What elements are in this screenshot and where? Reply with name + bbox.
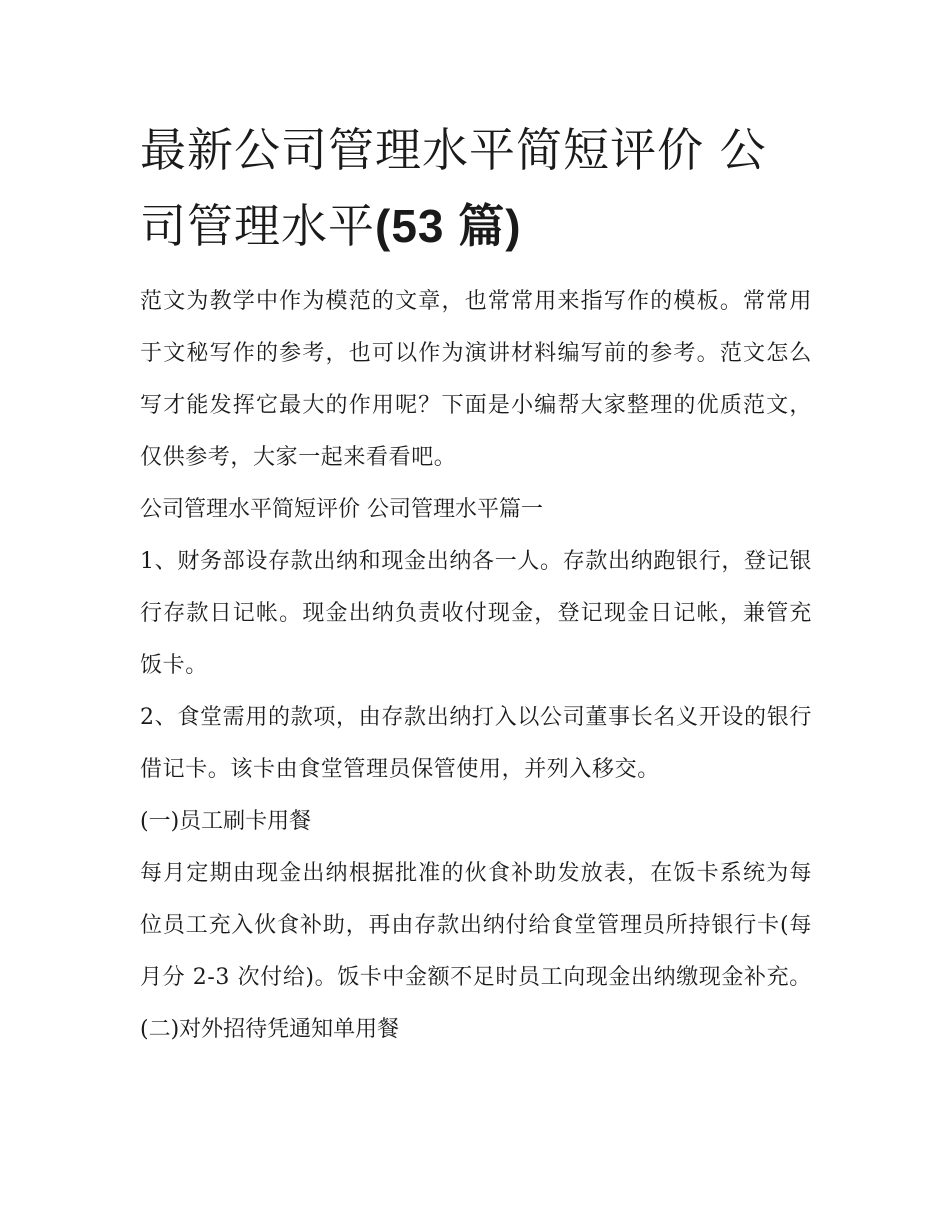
document-title-count: (53 篇) [375,200,522,252]
intro-paragraph: 范文为教学中作为模范的文章，也常常用来指写作的模板。常常用于文秘写作的参考，也可以作为演讲材料编写前的参考。范文怎么写才能发挥它最大的作用呢？下面是小编帮大家整理的优质范文，仅供参考，大家一起来看看吧。 [140,289,812,470]
body-paragraph: 1、财务部设存款出纳和现金出纳各一人。存款出纳跑银行，登记银行存款日记帐。现金出纳负责收付现金，登记现金日记帐，兼管充饭卡。 [140,549,812,678]
body-paragraph: 2、食堂需用的款项，由存款出纳打入以公司董事长名义开设的银行借记卡。该卡由食堂管理员保管使用，并列入移交。 [140,705,812,782]
document-body [140,276,812,1056]
subsection-heading: (一)员工刷卡用餐 [140,809,312,834]
document-title [140,112,812,264]
section-heading: 公司管理水平简短评价 公司管理水平篇一 [140,497,543,522]
document-title-main: 最新公司管理水平简短评价 公司管理水平 [140,123,767,253]
subsection-heading: (二)对外招待凭通知单用餐 [140,1017,400,1042]
body-paragraph: 每月定期由现金出纳根据批准的伙食补助发放表，在饭卡系统为每位员工充入伙食补助，再由存款出纳付给食堂管理员所持银行卡(每月分 2-3 次付给)。饭卡中金额不足时员工向现金出纳缴现金补充。 [140,861,812,990]
document-page [140,112,812,1056]
